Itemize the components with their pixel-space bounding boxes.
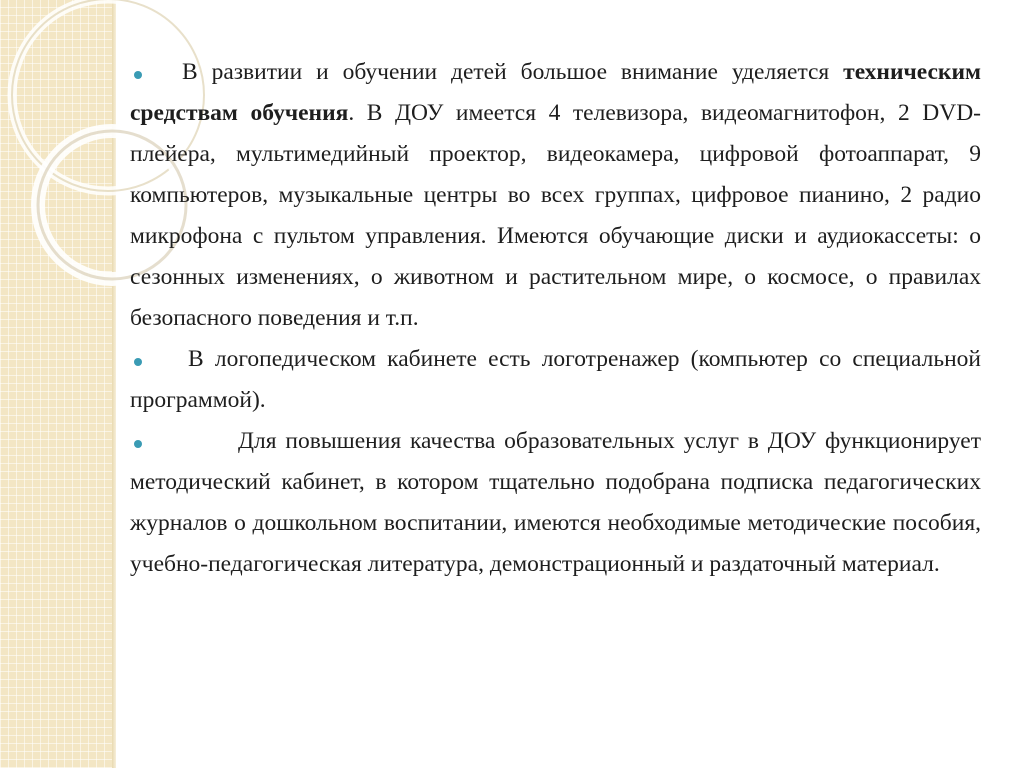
bullet-icon (134, 440, 142, 448)
bullet-icon (134, 71, 142, 79)
para1-bold-term: техническим средствам обучения (130, 59, 981, 126)
paragraph-speech-therapy (130, 339, 981, 421)
bullet-icon (134, 358, 142, 366)
para1-text-2: . В ДОУ имеется 4 телевизора, видеомагнитофон, 2 DVD-плейера, мультимедийный проектор, видеокамера, цифровой фотоаппарат, 9 компьютеров, музыкальные центры во всех группах, цифровое пианино, 2 радио микрофона с пультом управления. Имеются обучающие диски и аудиокассеты: о сезонных изменениях, о животном и растительном мире, о космосе, о правилах безопасного поведения и т.п. (130, 100, 982, 331)
slide-content (130, 52, 981, 585)
paragraph-technical-means (130, 52, 981, 339)
para3-text: Для повышения качества образовательных услуг в ДОУ функционирует методический кабинет, в котором тщательно подобрана подписка педагогических журналов о дошкольном воспитании, имеются необходимые методические пособия, учебно-педагогическая литература, демонстрационный и раздаточный материал. (130, 428, 981, 577)
para2-text: В логопедическом кабинете есть логотренажер (компьютер со специальной программой). (130, 346, 981, 413)
paragraph-methodical-room (130, 421, 981, 585)
para1-text-1: В развитии и обучении детей большое внимание уделяется (182, 59, 844, 85)
